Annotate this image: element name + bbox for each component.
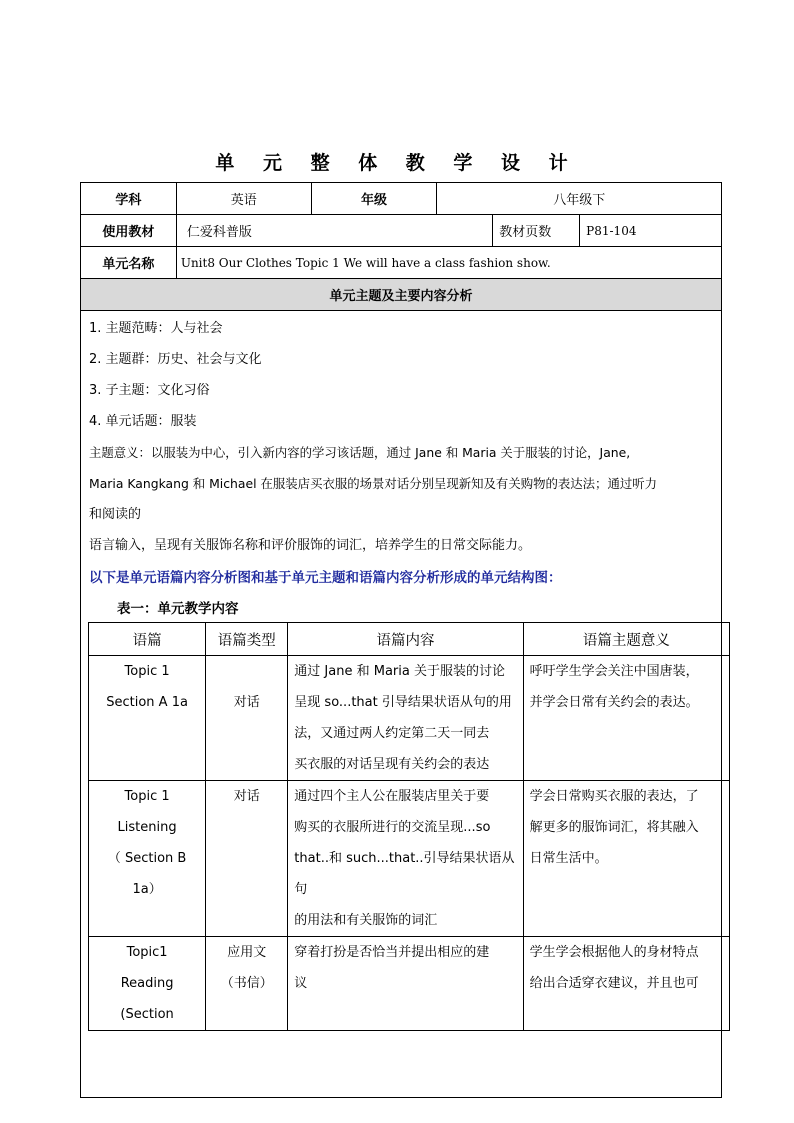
row-type-line bbox=[212, 656, 281, 687]
row-content-line: 通过四个主人公在服装店里关于要 bbox=[294, 789, 490, 804]
row-type bbox=[206, 656, 288, 781]
grade-value: 八年级下 bbox=[437, 183, 722, 215]
page-title: 单 元 整 体 教 学 设 计 bbox=[215, 152, 579, 174]
row-text-line: Topic 1 bbox=[124, 789, 170, 804]
row-meaning-line: 学会日常购买衣服的表达，了 bbox=[529, 789, 699, 804]
structure-note: 以下是单元语篇内容分析图和基于单元主题和语篇内容分析形成的单元结构图： bbox=[89, 570, 562, 586]
row-type bbox=[206, 937, 288, 1031]
row-meaning-line: 日常生活中。 bbox=[529, 851, 608, 866]
row-type-line: （书信） bbox=[220, 976, 273, 991]
section-heading: 单元主题及主要内容分析 bbox=[81, 279, 722, 311]
analysis-line: 4. 单元话题：服装 bbox=[89, 414, 197, 429]
row-content-line: 议 bbox=[294, 976, 308, 991]
info-row-textbook bbox=[81, 215, 722, 247]
row-meaning bbox=[523, 781, 729, 937]
row-meaning bbox=[523, 937, 729, 1031]
table-row bbox=[89, 937, 730, 1031]
row-content-line: 的用法和有关服饰的词汇 bbox=[294, 913, 438, 928]
row-text bbox=[89, 781, 206, 937]
row-type-line: 对话 bbox=[233, 789, 260, 804]
row-text-line: Listening bbox=[117, 820, 177, 835]
row-content bbox=[288, 937, 523, 1031]
analysis-line: 3. 子主题：文化习俗 bbox=[89, 383, 210, 398]
row-content-line: 穿着打扮是否恰当并提出相应的建 bbox=[294, 945, 490, 960]
row-text-line: （ Section B 1a） bbox=[107, 851, 187, 897]
subject-value: 英语 bbox=[176, 183, 311, 215]
row-meaning-line: 给出合适穿衣建议，并且也可 bbox=[529, 976, 699, 991]
info-row-subject bbox=[81, 183, 722, 215]
section-heading-row bbox=[81, 279, 722, 311]
row-text-line: Topic1 bbox=[126, 945, 168, 960]
header-meaning: 语篇主题意义 bbox=[523, 623, 729, 656]
pages-value: P81-104 bbox=[580, 215, 722, 247]
analysis-line: 语言输入，呈现有关服饰名称和评价服饰的词汇，培养学生的日常交际能力。 bbox=[89, 538, 532, 553]
row-type bbox=[206, 781, 288, 937]
pages-label: 教材页数 bbox=[493, 215, 580, 247]
row-text-line: Reading (Section bbox=[120, 976, 174, 1022]
header-text: 语篇 bbox=[89, 623, 206, 656]
row-meaning bbox=[523, 656, 729, 781]
unit-value: Unit8 Our Clothes Topic 1 We will have a class fashion show. bbox=[176, 247, 721, 279]
table-row bbox=[89, 656, 730, 781]
row-content bbox=[288, 781, 523, 937]
row-text bbox=[89, 656, 206, 781]
row-meaning-line: 解更多的服饰词汇，将其融入 bbox=[529, 820, 699, 835]
row-type-line: 对话 bbox=[233, 695, 260, 710]
grade-label: 年级 bbox=[311, 183, 437, 215]
row-text-line: Topic 1 bbox=[124, 664, 170, 679]
row-content-line: 买衣服的对话呈现有关约会的表达 bbox=[294, 757, 490, 772]
content-table bbox=[88, 622, 730, 1031]
row-meaning-line: 学生学会根据他人的身材特点 bbox=[529, 945, 699, 960]
row-text bbox=[89, 937, 206, 1031]
analysis-line: 和阅读的 bbox=[89, 507, 142, 522]
analysis-line: 2. 主题群：历史、社会与文化 bbox=[89, 352, 262, 367]
info-row-unit bbox=[81, 247, 722, 279]
row-content bbox=[288, 656, 523, 781]
row-type-line: 应用文 bbox=[227, 945, 267, 960]
header-type: 语篇类型 bbox=[206, 623, 288, 656]
row-content-line: 购买的衣服所进行的交流呈现...so bbox=[294, 820, 491, 835]
row-content-line: that..和 such...that..引导结果状语从句 bbox=[294, 851, 515, 897]
unit-label: 单元名称 bbox=[81, 247, 177, 279]
textbook-value: 仁爱科普版 bbox=[176, 215, 492, 247]
row-content-line: 通过 Jane 和 Maria 关于服装的讨论 bbox=[294, 664, 505, 679]
content-table-header bbox=[89, 623, 730, 656]
header-content: 语篇内容 bbox=[288, 623, 523, 656]
row-meaning-line: 呼吁学生学会关注中国唐装， bbox=[529, 664, 699, 679]
table-caption: 表一：单元教学内容 bbox=[117, 601, 239, 617]
analysis-line: 主题意义：以服装为中心，引入新内容的学习该话题，通过 Jane 和 Maria 关于服装的讨论，Jane, bbox=[89, 445, 631, 460]
row-meaning-line: 并学会日常有关约会的表达。 bbox=[529, 695, 699, 710]
analysis-lines bbox=[87, 311, 715, 561]
analysis-line: 1. 主题范畴：人与社会 bbox=[89, 321, 223, 336]
row-text-line: Section A 1a bbox=[106, 695, 188, 710]
analysis-line: Maria Kangkang 和 Michael 在服装店买衣服的场景对话分别呈现新知及有关购物的表达法；通过听力 bbox=[89, 476, 658, 491]
subject-label: 学科 bbox=[81, 183, 177, 215]
row-content-line: 法，又通过两人约定第二天一同去 bbox=[294, 726, 490, 741]
table-row bbox=[89, 781, 730, 937]
row-content-line: 呈现 so...that 引导结果状语从句的用 bbox=[294, 695, 512, 710]
textbook-label: 使用教材 bbox=[81, 215, 177, 247]
